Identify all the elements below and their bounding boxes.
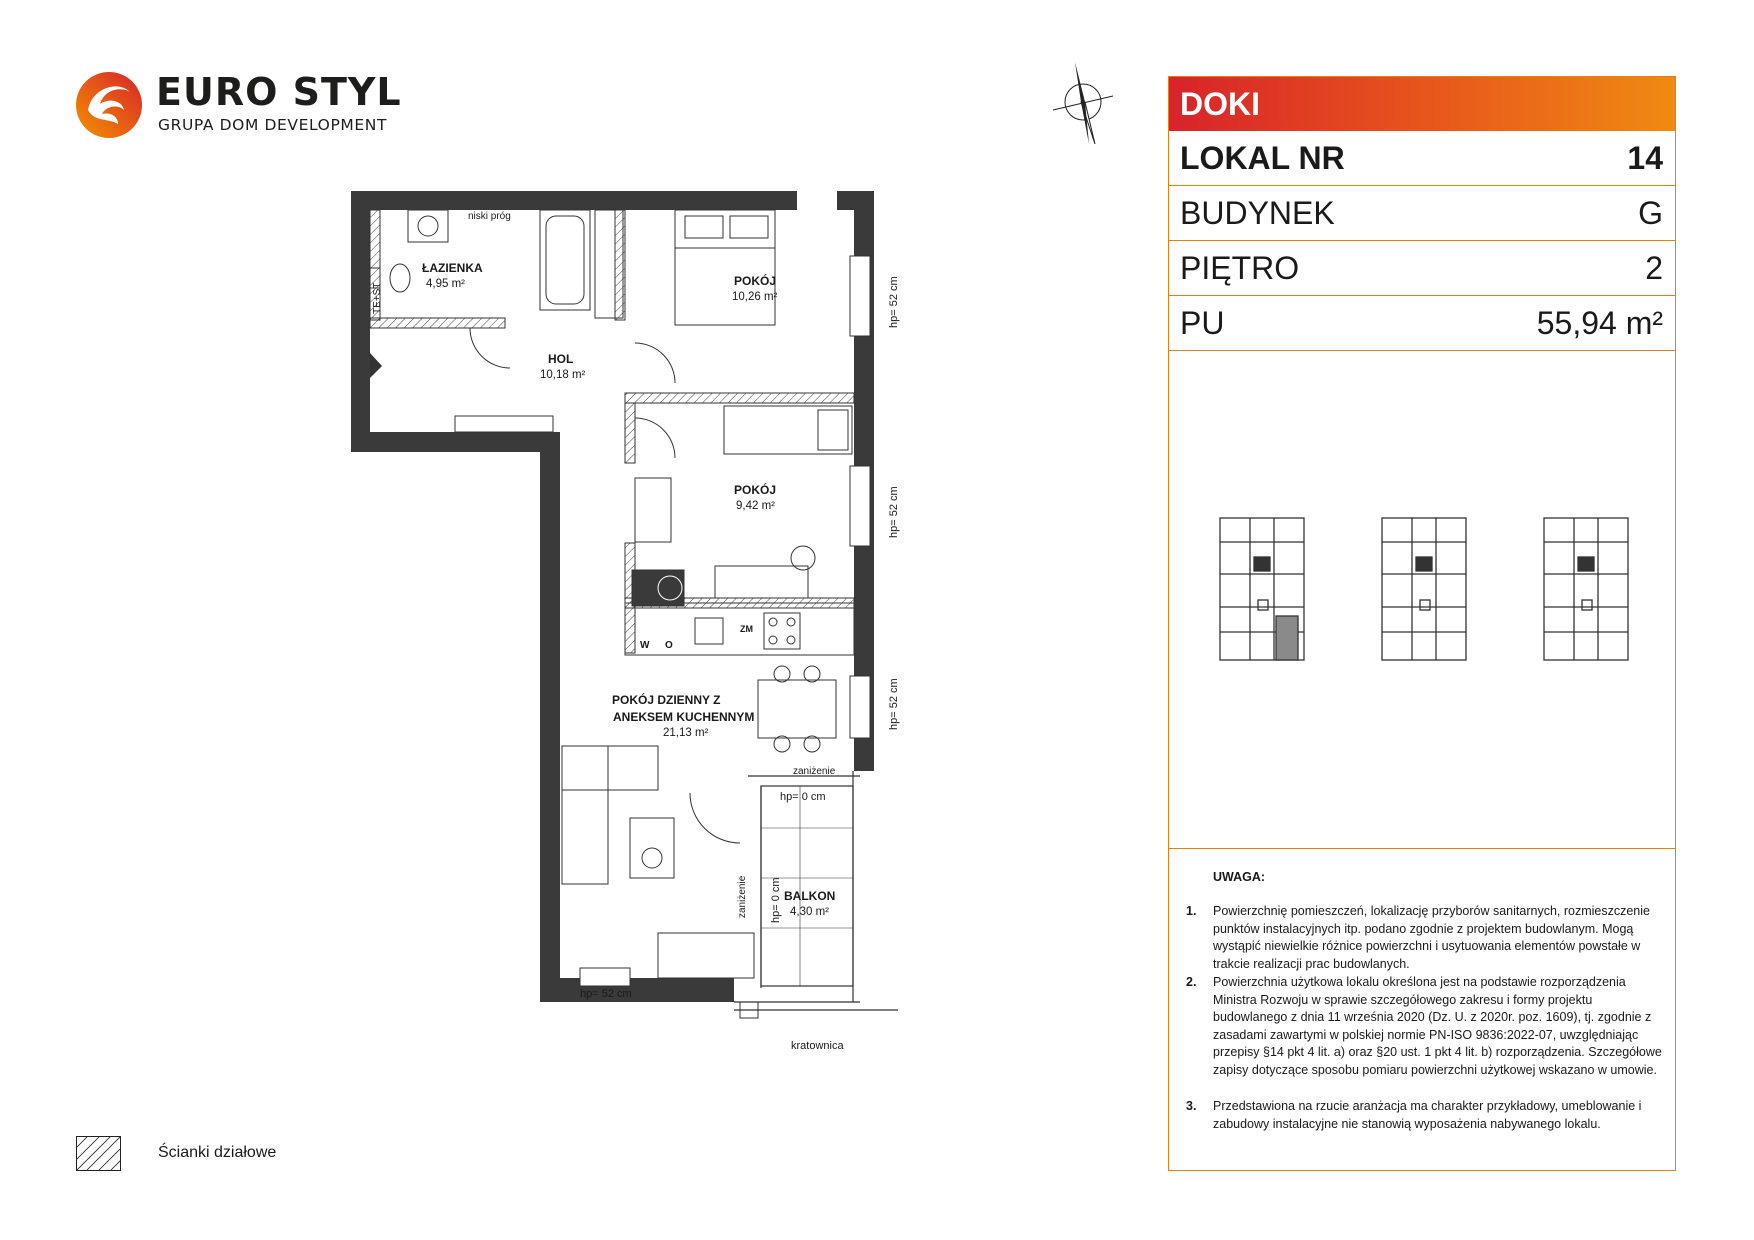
note-number: 1. bbox=[1186, 904, 1197, 918]
row-label: PIĘTRO bbox=[1180, 250, 1300, 286]
euro-styl-logo-icon bbox=[74, 70, 144, 140]
floor-map-2 bbox=[1382, 518, 1466, 660]
window-height-label: hp= 52 cm bbox=[888, 678, 900, 730]
room-name-bathroom: ŁAZIENKA bbox=[422, 261, 483, 275]
partition-walls bbox=[370, 210, 854, 653]
room-name-living-2: ANEKSEM KUCHENNYM bbox=[613, 710, 755, 724]
row-value: 14 bbox=[1627, 140, 1663, 176]
room-area-bedroom-1: 10,26 m² bbox=[732, 291, 778, 303]
truss-label: kratownica bbox=[791, 1040, 844, 1052]
brand-subtitle: GRUPA DOM DEVELOPMENT bbox=[158, 116, 388, 134]
row-value: G bbox=[1638, 195, 1663, 231]
bathroom-fixtures bbox=[370, 210, 623, 318]
lowering-label: zaniżenie bbox=[793, 766, 836, 777]
water-label: W bbox=[640, 640, 650, 651]
te-st-label: TE+ST bbox=[372, 282, 383, 314]
room-area-hall: 10,18 m² bbox=[540, 369, 586, 381]
room-area-bedroom-2: 9,42 m² bbox=[736, 500, 775, 512]
row-pietro bbox=[1169, 241, 1675, 296]
bed-1 bbox=[675, 210, 778, 325]
door-height-label: hp= 0 cm bbox=[780, 791, 826, 803]
legend-label: Ścianki działowe bbox=[158, 1144, 277, 1161]
brand-name: EURO STYL bbox=[156, 70, 402, 114]
notes-heading: UWAGA: bbox=[1213, 870, 1266, 884]
row-pu bbox=[1169, 296, 1675, 351]
lowering-label: zaniżenie bbox=[737, 875, 748, 918]
window-height-label: hp= 52 cm bbox=[580, 988, 632, 1000]
room-name-bedroom-2: POKÓJ bbox=[734, 483, 777, 497]
kitchen-counter bbox=[625, 570, 854, 655]
room-area-bathroom: 4,95 m² bbox=[426, 278, 465, 290]
room-name-balcony: BALKON bbox=[784, 889, 836, 903]
sofa bbox=[562, 746, 674, 884]
row-label: PU bbox=[1180, 305, 1225, 341]
window-height-label: hp= 52 cm bbox=[888, 276, 900, 328]
north-arrow-icon bbox=[1045, 58, 1117, 148]
row-budynek bbox=[1169, 186, 1675, 241]
building-location-maps bbox=[1210, 512, 1640, 672]
floor-plan bbox=[340, 188, 930, 1052]
dining-table bbox=[758, 666, 836, 752]
sewage-label: O bbox=[665, 640, 673, 651]
note-text: Przedstawiona na rzucie aranżacja ma charakter przykładowy, umeblowanie i zabudowy instalacyjne nie stanowią wyposażenia nabywanego lokalu. bbox=[1213, 1099, 1642, 1131]
project-name: DOKI bbox=[1169, 77, 1675, 131]
floor-map-3 bbox=[1544, 518, 1628, 660]
note-text: Powierzchnię pomieszczeń, lokalizację przyborów sanitarnych, rozmieszczenie punktów instalacyjnych itp. podano zgodnie z projektem budowlanym. Mogą wystąpić niewielkie różnice powierzchni i usytuowania elementów powstałe w trakcie realizacji prac budowlanych. bbox=[1213, 904, 1650, 971]
note-text: Powierzchnia użytkowa lokalu określona jest na podstawie rozporządzenia Ministra Rozwoju w sprawie szczegółowego zakresu i formy projektu budowlanego z dnia 11 września 2020 (Dz. U. z 2020r. poz. 1609), tj. zgodnie z zasadami zawartymi w polskiej normie PN-ISO 9836:2022-07, uwzględniając przepisy §14 pkt 4 lit. a) oraz §20 ust. 1 pkt 4 lit. b) rozporządzenia. Szczegółowe zapisy dotyczące sposobu pomiaru powierzchni użytkowej wskazano w umowie. bbox=[1213, 975, 1662, 1077]
row-value: 55,94 m² bbox=[1536, 305, 1663, 341]
room-name-bedroom-1: POKÓJ bbox=[734, 274, 777, 288]
fridge-label: ZM bbox=[740, 624, 753, 634]
notes-divider bbox=[1169, 848, 1675, 849]
outer-walls bbox=[351, 191, 874, 1002]
row-lokal bbox=[1169, 131, 1675, 186]
note-number: 2. bbox=[1186, 975, 1197, 989]
room-name-living-1: POKÓJ DZIENNY Z bbox=[612, 693, 721, 707]
note-number: 3. bbox=[1186, 1099, 1197, 1113]
row-label: BUDYNEK bbox=[1180, 195, 1335, 231]
floor-plan-drawing bbox=[340, 188, 930, 1038]
window-height-label: hp= 52 cm bbox=[888, 486, 900, 538]
row-value: 2 bbox=[1645, 250, 1663, 286]
partition-wall-hatch-icon bbox=[76, 1136, 121, 1171]
room-area-balcony: 4,30 m² bbox=[790, 906, 829, 918]
room-area-living: 21,13 m² bbox=[663, 727, 709, 739]
door-height-label: hp= 0 cm bbox=[770, 877, 782, 923]
windows bbox=[580, 256, 870, 986]
low-threshold-label: niski próg bbox=[468, 211, 511, 222]
room-name-hall: HOL bbox=[548, 352, 574, 366]
floor-map-1 bbox=[1220, 518, 1304, 660]
row-label: LOKAL NR bbox=[1180, 140, 1345, 176]
